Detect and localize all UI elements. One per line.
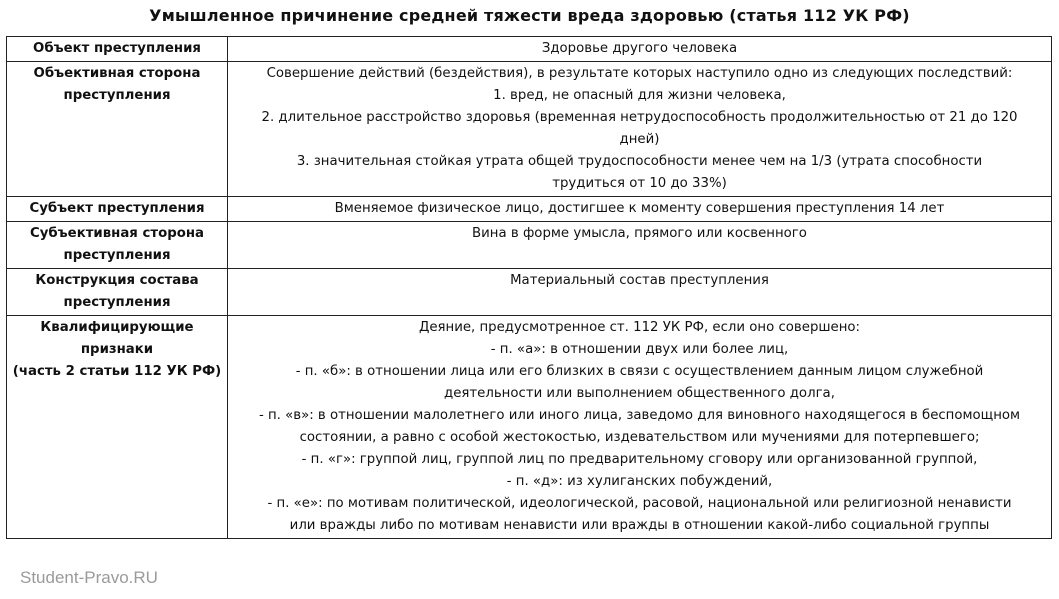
row-value-line: Здоровье другого человека: [541, 41, 738, 56]
row-label-line: Квалифицирующие: [40, 320, 194, 335]
row-value-line: Вменяемое физическое лицо, достигшее к моменту совершения преступления 14 лет: [334, 201, 945, 216]
row-value-line: - п. «г»: группой лиц, группой лиц по предварительному сговору или организованной группой,: [301, 452, 978, 467]
row-label-cell: [7, 269, 228, 316]
row-value-line: деятельности или выполнением общественного долга,: [444, 386, 835, 401]
row-label-cell: [7, 37, 228, 62]
row-value-line: дней): [619, 132, 660, 147]
row-label-line: преступления: [63, 295, 171, 310]
row-label-line: преступления: [63, 88, 171, 103]
row-label-line: (часть 2 статьи 112 УК РФ): [12, 364, 222, 379]
table-row: [7, 269, 1052, 316]
site-watermark: Student-Pravo.RU: [20, 568, 158, 587]
row-value-cell: [228, 222, 1052, 269]
page-title: Умышленное причинение средней тяжести вреда здоровью (статья 112 УК РФ): [149, 6, 910, 25]
row-value-cell: [228, 37, 1052, 62]
row-label-line: Объективная сторона: [33, 66, 201, 81]
row-label-cell: [7, 197, 228, 222]
row-label-cell: [7, 62, 228, 197]
row-value-line: 2. длительное расстройство здоровья (временная нетрудоспособность продолжительностью от 21 до 120: [261, 110, 1018, 125]
row-value-cell: [228, 316, 1052, 539]
table-row: [7, 316, 1052, 539]
row-label-line: преступления: [63, 248, 171, 263]
row-value-line: Деяние, предусмотренное ст. 112 УК РФ, если оно совершено:: [418, 320, 861, 335]
row-value-line: Совершение действий (бездействия), в результате которых наступило одно из следующих последствий:: [266, 66, 1013, 81]
row-value-line: состоянии, а равно с особой жестокостью, издевательством или мучениями для потерпевшего;: [299, 430, 980, 445]
row-value-cell: [228, 197, 1052, 222]
row-label-line: признаки: [80, 342, 154, 357]
row-value-line: 3. значительная стойкая утрата общей трудоспособности менее чем на 1/3 (утрата способности: [296, 154, 983, 169]
row-label-line: Конструкция состава: [35, 273, 199, 288]
row-label-line: Субъективная сторона: [29, 226, 205, 241]
row-label-line: Субъект преступления: [29, 201, 205, 216]
row-label-cell: [7, 316, 228, 539]
row-value-line: - п. «а»: в отношении двух или более лиц,: [490, 342, 789, 357]
row-value-line: трудиться от 10 до 33%): [552, 176, 727, 191]
crime-composition-table: [6, 36, 1052, 539]
table-row: [7, 197, 1052, 222]
row-label-cell: [7, 222, 228, 269]
row-value-line: - п. «б»: в отношении лица или его близких в связи с осуществлением данным лицом служебной: [295, 364, 984, 379]
table-row: [7, 62, 1052, 197]
row-value-line: Вина в форме умысла, прямого или косвенного: [472, 226, 807, 241]
row-value-line: 1. вред, не опасный для жизни человека,: [493, 88, 786, 103]
row-value-line: или вражды либо по мотивам ненависти или вражды в отношении какой-либо социальной группы: [289, 518, 990, 533]
row-value-line: Материальный состав преступления: [510, 273, 769, 288]
row-value-line: - п. «е»: по мотивам политической, идеологической, расовой, национальной или религиозной ненависти: [267, 496, 1012, 511]
row-value-line: - п. «в»: в отношении малолетнего или иного лица, заведомо для виновного находящегося в беспомощном: [258, 408, 1021, 423]
row-value-line: - п. «д»: из хулиганских побуждений,: [506, 474, 773, 489]
table-row: [7, 37, 1052, 62]
row-label-line: Объект преступления: [33, 41, 201, 56]
row-value-cell: [228, 269, 1052, 316]
row-value-cell: [228, 62, 1052, 197]
table-row: [7, 222, 1052, 269]
table-body: [7, 37, 1052, 539]
